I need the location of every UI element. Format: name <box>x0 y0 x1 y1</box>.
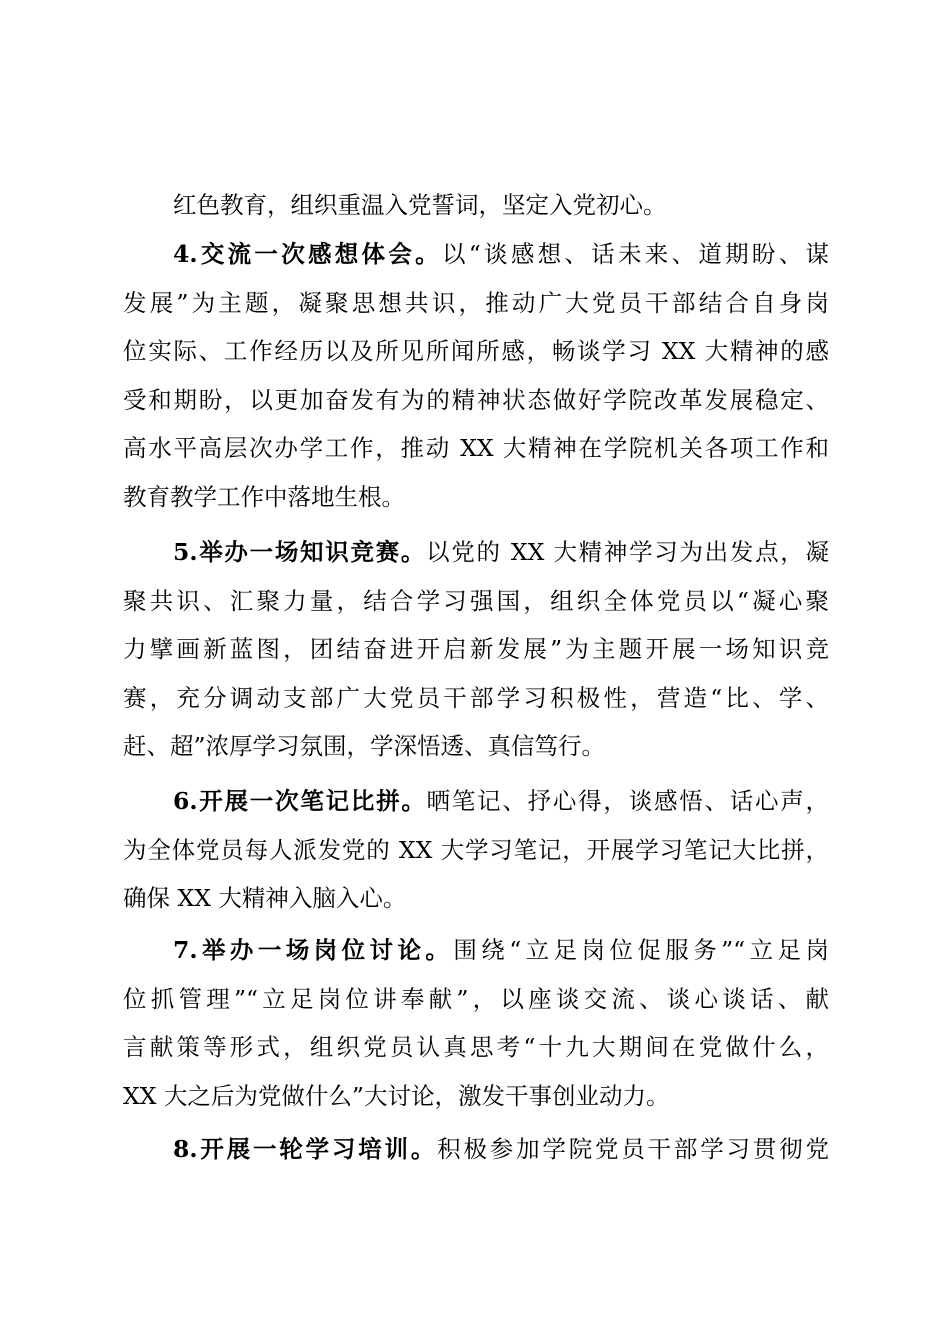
text-line: 赛，充分调动支部广大党员干部学习积极性，营造“比、学、 <box>123 683 829 712</box>
item-heading: 8.开展一轮学习培训。 <box>173 1135 438 1163</box>
line-text: 红色教育，组织重温入党誓词，坚定入党初心。 <box>173 191 667 219</box>
paragraph-item-4 <box>123 230 829 522</box>
text-line <box>123 230 829 279</box>
item-heading: 4.交流一次感想体会。 <box>173 240 442 268</box>
text-line: 力擘画新蓝图，团结奋进开启新发展”为主题开展一场知识竞 <box>123 635 829 664</box>
item-heading: 6.开展一次笔记比拼。 <box>173 787 427 815</box>
text-line: 确保 XX 大精神入脑入心。 <box>123 884 407 913</box>
text-line <box>123 777 829 826</box>
item-heading: 7.举办一场岗位讨论。 <box>173 936 454 964</box>
text-line <box>123 926 829 975</box>
paragraph-continuation <box>123 181 829 230</box>
text-line: 发展”为主题，凝聚思想共识，推动广大党员干部结合自身岗 <box>123 288 829 317</box>
paragraph-item-6 <box>123 777 829 923</box>
paragraph-item-8 <box>123 1125 829 1174</box>
text-line <box>123 1125 829 1174</box>
text-line: 教育教学工作中落地生根。 <box>123 482 405 511</box>
text-line: 赶、超”浓厚学习氛围，学深悟透、真信笃行。 <box>123 732 606 761</box>
paragraph-item-7 <box>123 926 829 1120</box>
text-line: 高水平高层次办学工作，推动 XX 大精神在学院机关各项工作和 <box>123 434 829 463</box>
text-line: 聚共识、汇聚力量，结合学习强国，组织全体党员以“凝心聚 <box>123 586 829 615</box>
text-line: 位抓管理”“立足岗位讲奉献”，以座谈交流、谈心谈话、献 <box>123 984 829 1013</box>
text-line: 为全体党员每人派发党的 XX 大学习笔记，开展学习笔记大比拼， <box>123 835 829 864</box>
item-heading: 5.举办一场知识竞赛。 <box>173 538 427 566</box>
line-text: 以党的 XX 大精神学习为出发点，凝 <box>426 538 829 566</box>
text-line: 言献策等形式，组织党员认真思考“十九大期间在党做什么， <box>123 1033 829 1062</box>
line-text: 积极参加学院党员干部学习贯彻党 <box>437 1135 829 1163</box>
line-text: 以“谈感想、话未来、道期盼、谋 <box>441 240 829 268</box>
text-line: 受和期盼，以更加奋发有为的精神状态做好学院改革发展稳定、 <box>123 385 829 414</box>
text-line <box>123 181 829 230</box>
line-text: 围绕“立足岗位促服务”“立足岗 <box>453 936 829 964</box>
paragraph-item-5 <box>123 528 829 771</box>
text-line: 位实际、工作经历以及所见所闻所感，畅谈学习 XX 大精神的感 <box>123 337 829 366</box>
line-text: 晒笔记、抒心得，谈感悟、话心声， <box>426 787 829 815</box>
text-line: XX 大之后为党做什么”大讨论，激发干事创业动力。 <box>123 1081 670 1110</box>
text-line <box>123 528 829 577</box>
